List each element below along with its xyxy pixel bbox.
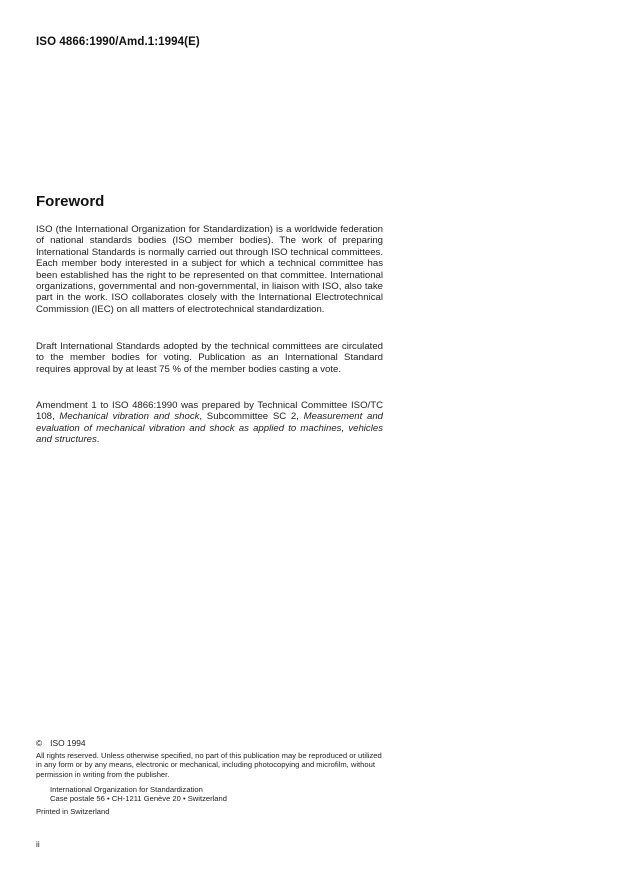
- copyright-line: [36, 738, 86, 748]
- publisher-postal-address: Case postale 56 • CH-1211 Genève 20 • Switzerland: [50, 794, 227, 804]
- amendment-text-start: Amendment 1 to ISO 4866:1990 was prepared by Technical Committee ISO/TC 108,: [36, 400, 383, 423]
- publisher-address: [50, 785, 227, 804]
- foreword-paragraph-3: [36, 400, 383, 446]
- amendment-text-end: .: [96, 434, 100, 446]
- publisher-name: International Organization for Standardization: [50, 785, 203, 794]
- page-title: Foreword: [36, 193, 105, 210]
- copyright-text: ISO 1994: [50, 738, 86, 748]
- page-number: ii: [36, 839, 40, 849]
- printed-in: Printed in Switzerland: [36, 807, 110, 816]
- copyright-icon: ©: [36, 738, 43, 748]
- foreword-paragraph-1: ISO (the International Organization for Standardization) is a worldwide federation of national standards bodies (ISO member bodies). The work of preparing International Standards is normally carried out through ISO technical committees. Each member body interested in a subject for which a technical committee has been established has the right to be represented on that committee. International organizations, governmental and non-governmental, in liaison with ISO, also take part in the work. ISO collaborates closely with the International Electrotechnical Commission (IEC) on all matters of electrotechnical standardization.: [36, 224, 383, 315]
- amendment-text-middle: , Subcommittee SC 2,: [199, 411, 304, 423]
- rights-notice: All rights reserved. Unless otherwise specified, no part of this publication may be reproduced or utilized in any form or by any means, electronic or mechanical, including photocopying and microfilm, without permission in writing from the publisher.: [36, 751, 382, 779]
- foreword-paragraph-2: Draft International Standards adopted by the technical committees are circulated to the member bodies for voting. Publication as an International Standard requires approval by at least 75 % of the member bodies casting a vote.: [36, 341, 383, 375]
- committee-title: Mechanical vibration and shock: [59, 411, 200, 423]
- subcommittee-title: Measurement and evaluation of mechanical vibration and shock as applied to machines, vehicles and structures: [36, 411, 384, 446]
- document-identifier: ISO 4866:1990/Amd.1:1994(E): [36, 36, 200, 48]
